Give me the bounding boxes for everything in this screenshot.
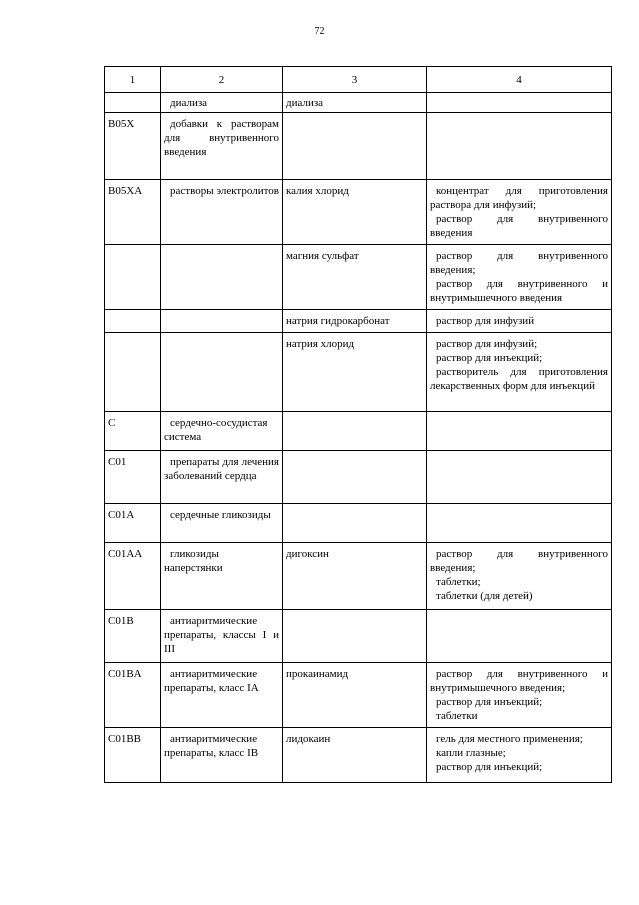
dosage-form-cell [427, 728, 612, 783]
dosage-form: растворитель для приготовления лекарственных форм для инъекций [430, 366, 608, 392]
dosage-form-cell [427, 663, 612, 728]
column-header: 4 [427, 67, 612, 93]
dosage-form: раствор для инфузий [436, 315, 535, 327]
drug-name-cell [283, 180, 427, 245]
column-header: 3 [283, 67, 427, 93]
group-name-cell [161, 310, 283, 333]
group-name-cell [161, 504, 283, 543]
atc-code-cell [105, 93, 161, 113]
group-name-cell [161, 543, 283, 610]
drug-name-cell [283, 412, 427, 451]
table-row [105, 180, 612, 245]
drug-name-cell [283, 728, 427, 783]
dosage-form-cell [427, 180, 612, 245]
group-name: антиаритмические препараты, класс IA [164, 668, 259, 694]
table-row [105, 504, 612, 543]
atc-code-cell: C01B [105, 610, 161, 663]
table-row [105, 728, 612, 783]
group-name-cell [161, 663, 283, 728]
page-number: 72 [314, 26, 325, 37]
drug-name-cell [283, 543, 427, 610]
drug-name: дигоксин [286, 548, 329, 560]
atc-code-cell: C01AA [105, 543, 161, 610]
atc-code-cell [105, 245, 161, 310]
group-name-cell [161, 333, 283, 412]
group-name-cell [161, 728, 283, 783]
dosage-form: раствор для инфузий; [436, 338, 538, 350]
dosage-form: гель для местного применения; [436, 733, 583, 745]
drug-name: лидокаин [286, 733, 331, 745]
column-header: 1 [105, 67, 161, 93]
drug-name: натрия хлорид [286, 338, 355, 350]
dosage-form-cell [427, 113, 612, 180]
group-name-cell [161, 180, 283, 245]
drug-name: диализа [286, 97, 324, 109]
dosage-form-cell [427, 93, 612, 113]
dosage-form: раствор для внутривенного введения; [430, 548, 608, 574]
group-name: добавки к растворам для внутривенного введения [164, 118, 279, 158]
dosage-form: таблетки [436, 710, 478, 722]
column-header: 2 [161, 67, 283, 93]
table-row [105, 245, 612, 310]
table-row [105, 113, 612, 180]
drug-name-cell [283, 245, 427, 310]
atc-code-cell: B05X [105, 113, 161, 180]
table-row [105, 333, 612, 412]
dosage-form-cell [427, 245, 612, 310]
group-name-cell [161, 245, 283, 310]
table-row [105, 610, 612, 663]
table-header-row [105, 67, 612, 93]
table-row [105, 93, 612, 113]
group-name-cell [161, 113, 283, 180]
atc-code-cell: C01 [105, 451, 161, 504]
atc-code-cell [105, 310, 161, 333]
dosage-form-cell [427, 310, 612, 333]
group-name-cell [161, 451, 283, 504]
atc-code-cell: C [105, 412, 161, 451]
group-name: сердечно-сосудистая система [164, 417, 268, 443]
atc-code-cell [105, 333, 161, 412]
drug-name: магния сульфат [286, 250, 359, 262]
dosage-form: раствор для внутривенного и внутримышечного введения; [430, 668, 608, 694]
group-name: растворы электролитов [170, 185, 279, 197]
dosage-form: раствор для инъекций; [436, 352, 543, 364]
dosage-form-cell [427, 333, 612, 412]
dosage-form: раствор для инъекций; [436, 696, 543, 708]
drug-name-cell [283, 333, 427, 412]
table-row [105, 451, 612, 504]
dosage-form: концентрат для приготовления раствора для инфузий; [430, 185, 608, 211]
atc-code-cell: C01BB [105, 728, 161, 783]
group-name: сердечные гликозиды [170, 509, 271, 521]
dosage-form-cell [427, 543, 612, 610]
group-name-cell [161, 93, 283, 113]
dosage-form: раствор для инъекций; [436, 761, 543, 773]
atc-code-cell: C01A [105, 504, 161, 543]
group-name-cell [161, 412, 283, 451]
drug-name-cell [283, 610, 427, 663]
group-name: гликозиды наперстянки [164, 548, 223, 574]
group-name-cell [161, 610, 283, 663]
drug-name-cell [283, 663, 427, 728]
dosage-form: таблетки (для детей) [436, 590, 533, 602]
drug-name-cell [283, 113, 427, 180]
atc-code-cell: C01BA [105, 663, 161, 728]
group-name: препараты для лечения заболеваний сердца [164, 456, 279, 482]
drug-table [104, 66, 612, 783]
atc-code-cell: B05XA [105, 180, 161, 245]
table-row [105, 412, 612, 451]
table-row [105, 310, 612, 333]
dosage-form-cell [427, 451, 612, 504]
dosage-form-cell [427, 504, 612, 543]
dosage-form-cell [427, 412, 612, 451]
table-row [105, 543, 612, 610]
dosage-form-cell [427, 610, 612, 663]
group-name: антиаритмические препараты, класс IB [164, 733, 259, 759]
group-name: антиаритмические препараты, классы I и III [164, 615, 279, 655]
dosage-form: раствор для внутривенного введения; [430, 250, 608, 276]
dosage-form: раствор для внутривенного и внутримышечного введения [430, 278, 608, 304]
drug-name: натрия гидрокарбонат [286, 315, 390, 327]
drug-name-cell [283, 504, 427, 543]
dosage-form: капли глазные; [436, 747, 506, 759]
drug-name-cell [283, 451, 427, 504]
drug-name: прокаинамид [286, 668, 349, 680]
drug-name: калия хлорид [286, 185, 349, 197]
drug-name-cell [283, 93, 427, 113]
dosage-form: таблетки; [436, 576, 481, 588]
dosage-form: раствор для внутривенного введения [430, 213, 608, 239]
group-name: диализа [170, 97, 208, 109]
table-row [105, 663, 612, 728]
drug-name-cell [283, 310, 427, 333]
